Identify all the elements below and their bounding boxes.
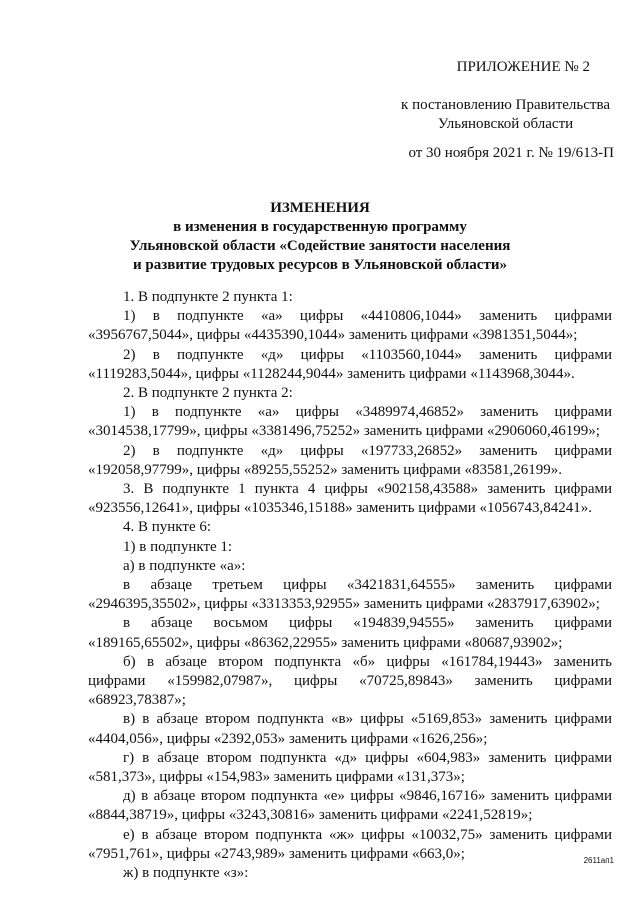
- decree-date-number: от 30 ноября 2021 г. № 19/613-П: [408, 145, 614, 161]
- paragraph: 1) в подпункте «а» цифры «3489974,46852» заменить цифрами «3014538,17799», цифры «3381496,75252» заменить цифрами «2906060,46199»;: [88, 404, 612, 440]
- paragraph: г) в абзаце втором подпункта «д» цифры «604,983» заменить цифрами «581,373», цифры «154,983» заменить цифрами «131,373»;: [88, 749, 612, 786]
- title-heading: ИЗМЕНЕНИЯ: [270, 200, 370, 216]
- paragraph: 1) в подпункте «а» цифры «4410806,1044» заменить цифрами «3956767,5044», цифры «4435390,1044» заменить цифрами «3981351,5044»;: [88, 308, 612, 344]
- decree-reference: [401, 96, 610, 134]
- document-code: 2611ап1: [583, 856, 614, 865]
- paragraph: в абзаце третьем цифры «3421831,64555» заменить цифрами «2946395,35502», цифры «3313353,92955» заменить цифрами «2837917,63902»;: [88, 577, 612, 613]
- document-title: [90, 199, 550, 275]
- paragraph: 2) в подпункте «д» цифры «1103560,1044» заменить цифрами «1119283,5044», цифры «1128244,9044» заменить цифрами «1143968,3044».: [88, 346, 612, 382]
- paragraph: в абзаце восьмом цифры «194839,94555» заменить цифрами «189165,65502», цифры «86362,22955» заменить цифрами «80687,93902»;: [88, 615, 612, 651]
- paragraph: а) в подпункте «а»:: [123, 557, 246, 574]
- paragraph: б) в абзаце втором подпункта «б» цифры «161784,19443» заменить цифрами «159982,07987», цифры «70725,89843» заменить цифрами «68923,78387»;: [88, 653, 612, 709]
- title-line-2: Ульяновской области «Содействие занятости населения: [129, 238, 511, 254]
- paragraph: 4. В пункте 6:: [123, 519, 212, 536]
- paragraph: 2) в подпункте «д» цифры «197733,26852» заменить цифрами «192058,97799», цифры «89255,55252» заменить цифрами «83581,26199».: [88, 442, 612, 478]
- paragraph: 3. В подпункте 1 пункта 4 цифры «902158,43588» заменить цифрами «923556,12641», цифры «1035346,15188» заменить цифрами «1056743,84241».: [88, 481, 612, 517]
- document-body: [88, 288, 612, 883]
- paragraph: в) в абзаце втором подпункта «в» цифры «5169,853» заменить цифрами «4404,056», цифры «2392,053» заменить цифрами «1626,256»;: [88, 711, 612, 747]
- paragraph: е) в абзаце втором подпункта «ж» цифры «10032,75» заменить цифрами «7951,761», цифры «2743,989» заменить цифрами «663,0»;: [88, 826, 612, 862]
- paragraph: 1. В подпункте 2 пункта 1:: [123, 289, 293, 305]
- paragraph: 1) в подпункте 1:: [123, 538, 233, 555]
- title-line-1: в изменения в государственную программу: [173, 219, 467, 235]
- title-line-3: и развитие трудовых ресурсов в Ульяновской области»: [133, 257, 507, 273]
- decree-reference-line-2: Ульяновской области: [437, 116, 574, 132]
- paragraph: д) в абзаце втором подпункта «е» цифры «9846,16716» заменить цифрами «8844,38719», цифры «3243,30816» заменить цифрами «2241,52819»;: [88, 788, 612, 824]
- appendix-number: ПРИЛОЖЕНИЕ № 2: [456, 59, 590, 75]
- paragraph: 2. В подпункте 2 пункта 2:: [123, 385, 293, 402]
- decree-reference-line-1: к постановлению Правительства: [401, 97, 610, 113]
- paragraph: ж) в подпункте «з»:: [123, 865, 249, 882]
